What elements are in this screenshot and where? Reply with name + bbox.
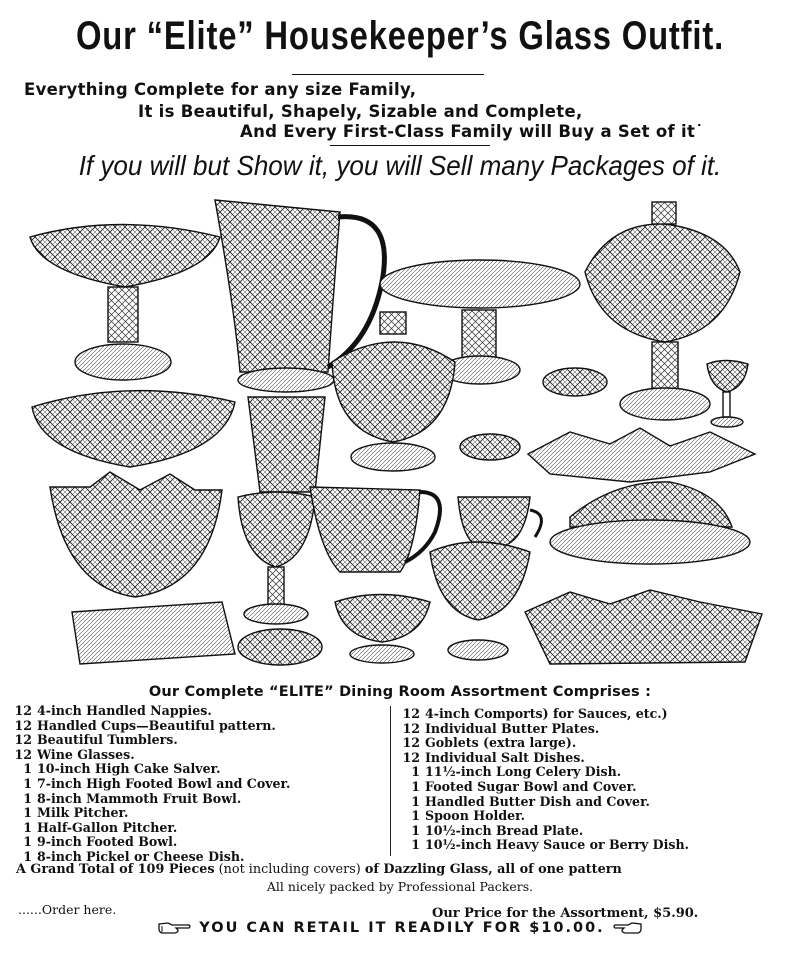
list-item: 12 Wine Glasses.	[14, 746, 135, 762]
list-item: 1 Handled Butter Dish and Cover.	[411, 793, 650, 809]
list-item: 12 4-inch Handled Nappies.	[14, 703, 212, 718]
list-item: 12 Individual Butter Plates.	[402, 720, 600, 736]
half-gallon-pitcher	[215, 200, 340, 372]
list-item: 1 8-inch Mammoth Fruit Bowl.	[23, 790, 242, 806]
footed-bowl-cover	[585, 224, 740, 342]
slogan: If you will but Show it, you will Sell many Packages of it.	[78, 150, 722, 181]
pointing-hand-left-icon	[612, 920, 642, 936]
column-divider	[390, 706, 391, 856]
cake-salver	[380, 260, 580, 308]
list-item: 1 Milk Pitcher.	[23, 805, 129, 821]
list-item: 1 8-inch Pickel or Cheese Dish.	[23, 848, 245, 864]
list-item: 1 Spoon Holder.	[411, 808, 526, 824]
list-item: 12 Handled Cups—Beautiful pattern.	[14, 717, 276, 733]
tagline-3: And Every First-Class Family will Buy a Set of it˙	[240, 122, 704, 141]
list-item: 12 Beautiful Tumblers.	[14, 732, 178, 748]
list-item: 1 11½-inch Long Celery Dish.	[411, 764, 622, 780]
order-here-line: ......Order here.	[18, 902, 117, 917]
retail-text: YOU CAN RETAIL IT READILY FOR $10.00.	[199, 920, 605, 936]
title-rule	[292, 74, 484, 75]
tagline-rule	[330, 145, 490, 146]
assortment-list-right	[402, 707, 689, 853]
list-item: 1 10½-inch Bread Plate.	[411, 822, 584, 838]
list-item: 12 Individual Salt Dishes.	[402, 749, 585, 765]
grand-total-line: A Grand Total of 109 Pieces (not including covers) of Dazzling Glass, all of one pattern	[16, 862, 622, 877]
glassware-illustration	[10, 192, 790, 682]
retail-line	[0, 920, 800, 936]
list-item: 1 9-inch Footed Bowl.	[23, 834, 178, 850]
page-title: Our “Elite” Housekeeper’s Glass Outfit.	[75, 14, 725, 58]
list-item: 1 10-inch High Cake Salver.	[23, 761, 221, 777]
list-item: 1 Footed Sugar Bowl and Cover.	[411, 778, 637, 794]
assortment-heading: Our Complete “ELITE” Dining Room Assortment Comprises :	[148, 684, 652, 700]
milk-pitcher	[310, 487, 420, 572]
tumbler	[248, 397, 325, 492]
packed-line: All nicely packed by Professional Packers.	[266, 879, 534, 894]
list-item: 1 Half-Gallon Pitcher.	[23, 819, 178, 835]
tagline-1: Everything Complete for any size Family,	[24, 80, 417, 99]
assortment-price: Our Price for the Assortment, $5.90.	[432, 906, 699, 921]
tagline-2: It is Beautiful, Shapely, Sizable and Complete,	[138, 102, 583, 121]
list-item: 12 4-inch Comports) for Sauces, etc.)	[402, 706, 668, 721]
list-item: 1 10½-inch Heavy Sauce or Berry Dish.	[411, 837, 689, 853]
sugar-bowl	[332, 342, 455, 442]
list-item: 12 Goblets (extra large).	[402, 735, 577, 751]
berry-dish	[525, 590, 762, 664]
list-item: 1 7-inch High Footed Bowl and Cover.	[23, 775, 291, 791]
cake-compote	[30, 225, 220, 288]
assortment-list-left	[14, 704, 290, 865]
fruit-bowl	[32, 391, 235, 467]
pointing-hand-right-icon	[158, 920, 192, 936]
